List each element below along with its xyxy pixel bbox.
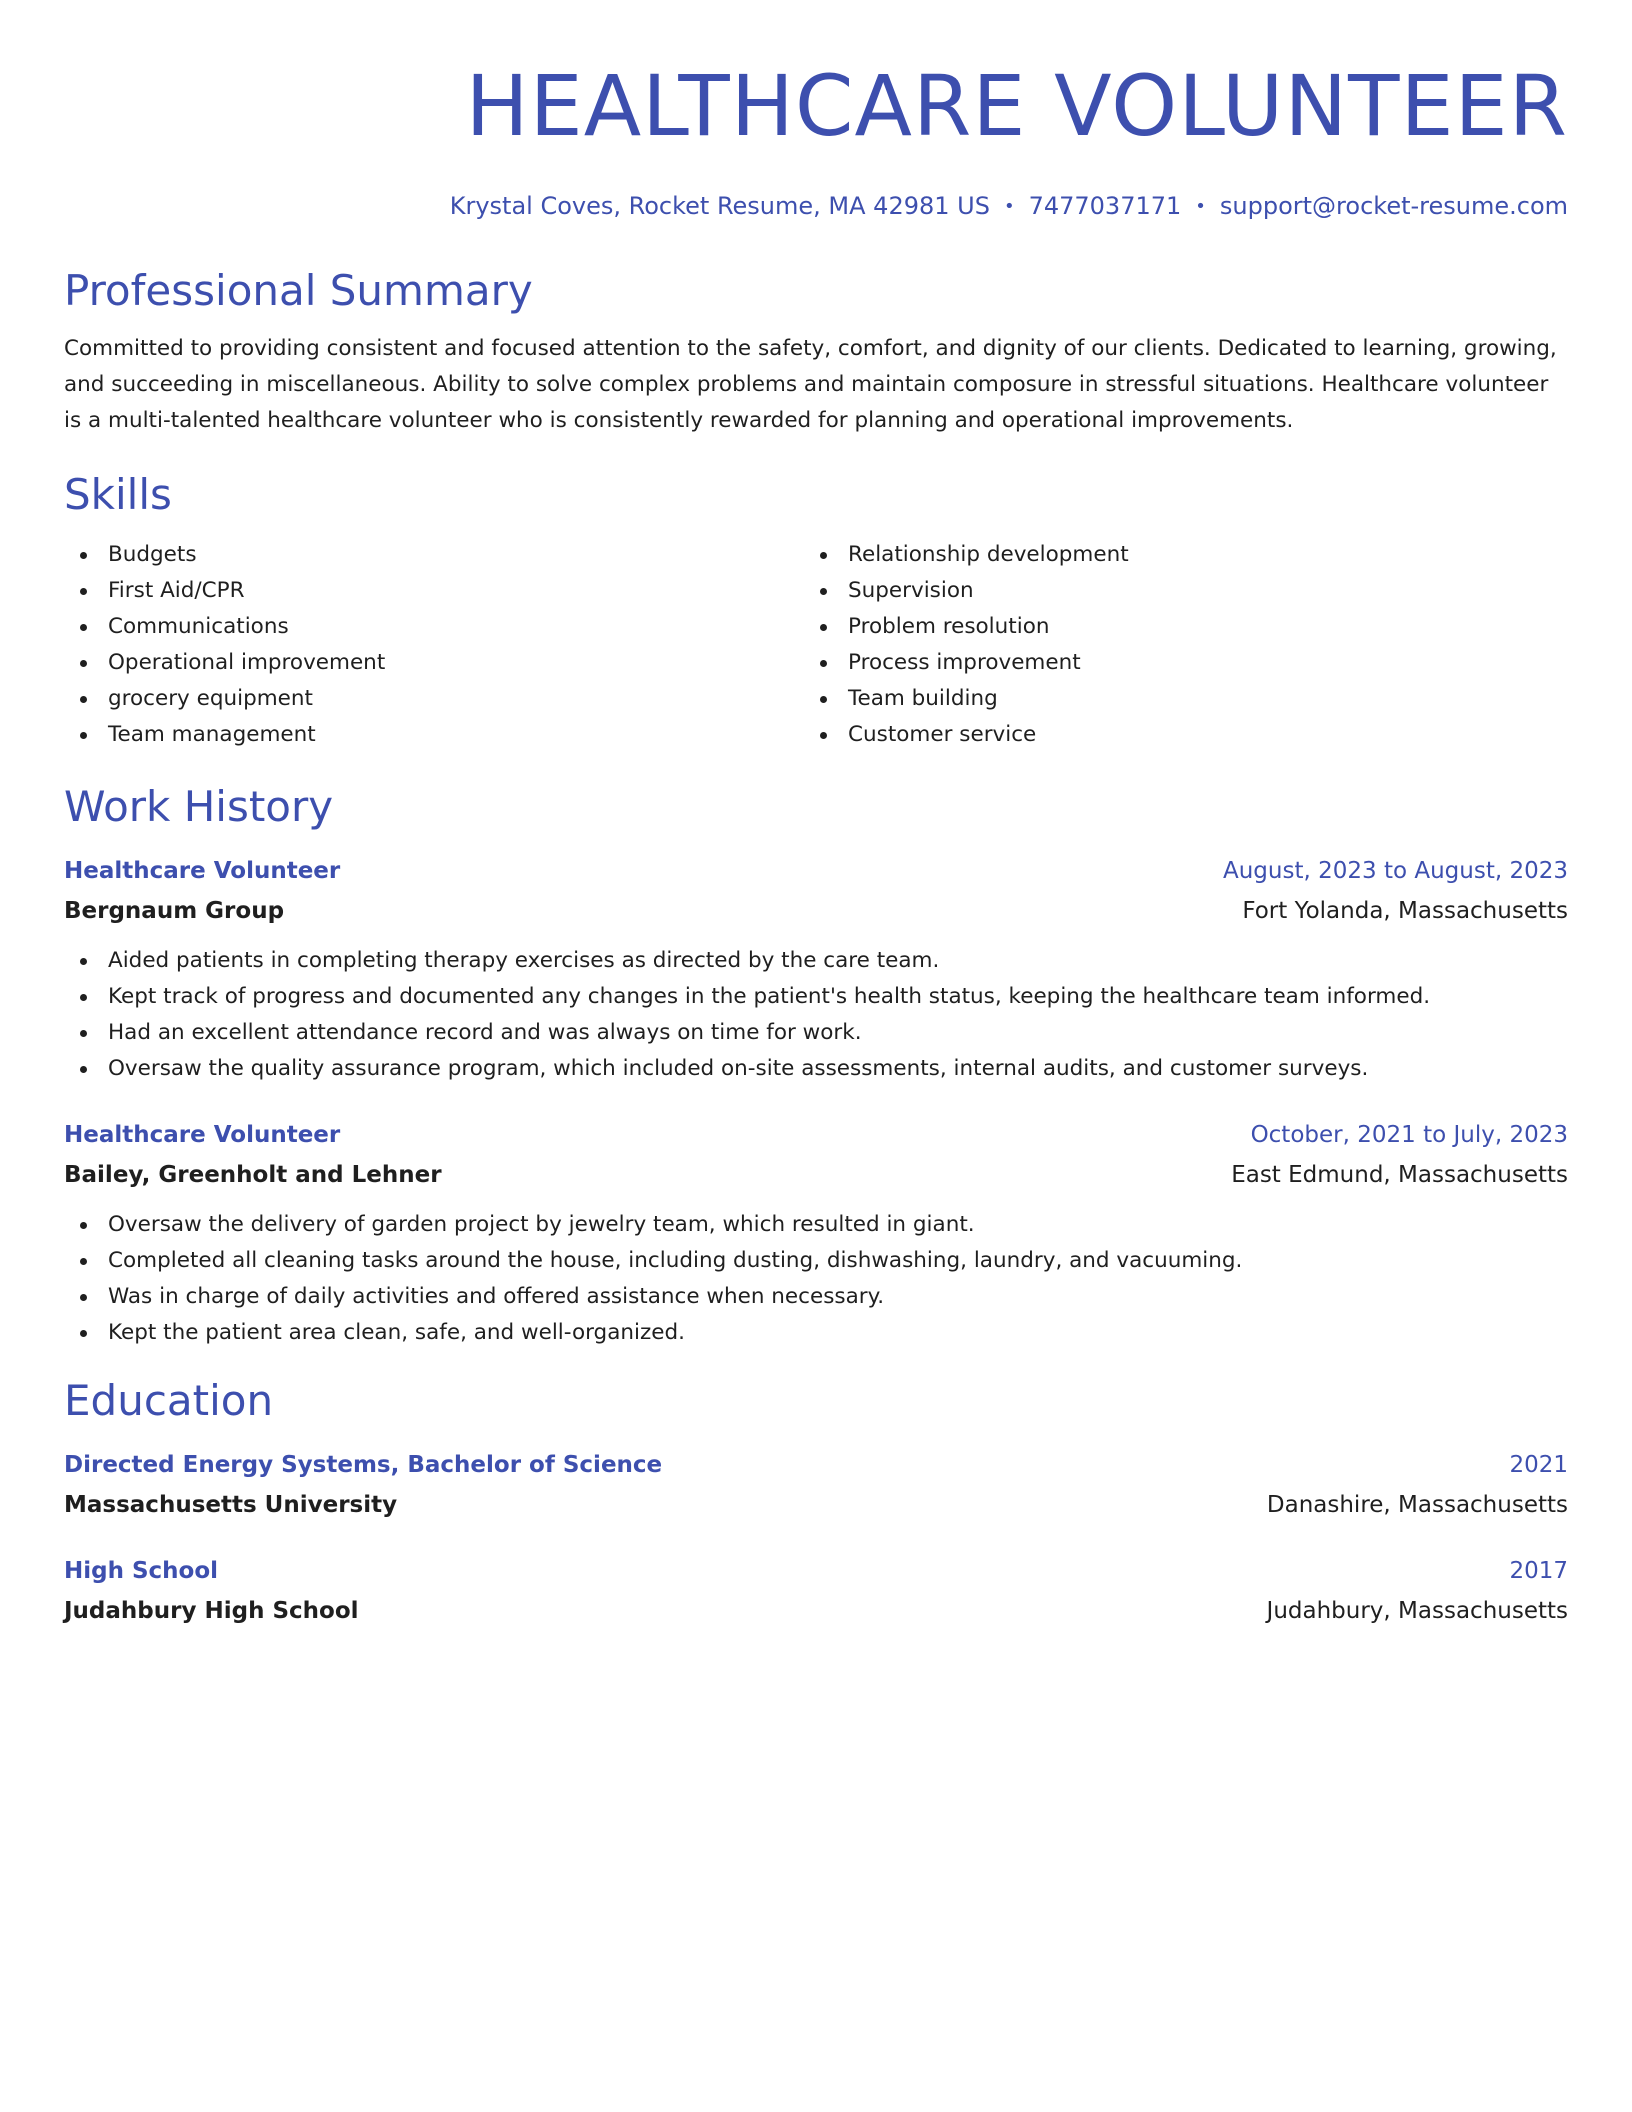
work-entry [64, 853, 1568, 1087]
skill-item: Operational improvement [64, 645, 804, 681]
education-entry-header [64, 1447, 1568, 1483]
skills-column-left [64, 537, 804, 753]
job-duty: Oversaw the delivery of garden project by jewelry team, which resulted in giant. [64, 1207, 1568, 1243]
skill-item: grocery equipment [64, 681, 804, 717]
contact-separator: • [1195, 196, 1206, 217]
skill-item: Supervision [804, 573, 1544, 609]
contact-separator: • [1003, 196, 1015, 217]
graduation-year: 2021 [1509, 1452, 1568, 1478]
graduation-year: 2017 [1509, 1558, 1568, 1584]
candidate-name: HEALTHCARE VOLUNTEER [465, 57, 1568, 155]
contact-email: support@rocket-resume.com [1219, 192, 1568, 220]
work-history-heading: Work History [64, 782, 334, 831]
school-name: Judahbury High School [64, 1598, 359, 1624]
school-location: Judahbury, Massachusetts [1266, 1598, 1568, 1624]
skill-item: Team building [804, 681, 1544, 717]
job-title: Healthcare Volunteer [64, 1122, 341, 1148]
job-duty: Was in charge of daily activities and offered assistance when necessary. [64, 1279, 1568, 1315]
education-heading: Education [64, 1376, 274, 1425]
summary-text: Committed to providing consistent and focused attention to the safety, comfort, and dignity of our clients. Dedicated to learning, growing, and succeeding in miscellaneous. Ability to solve complex problems and maintain composure in stressful situations. Healthcare volunteer is a multi-talented healthcare volunteer who is consistently rewarded for planning and operational improvements. [64, 336, 1557, 433]
job-duty: Completed all cleaning tasks around the house, including dusting, dishwashing, laundry, and vacuuming. [64, 1243, 1568, 1279]
summary-heading: Professional Summary [64, 266, 533, 315]
work-entry-subheader [64, 1157, 1568, 1193]
job-duty: Aided patients in completing therapy exercises as directed by the care team. [64, 943, 1568, 979]
employer-name: Bailey, Greenholt and Lehner [64, 1162, 442, 1188]
work-entry [64, 1117, 1568, 1351]
education-entry-subheader [64, 1593, 1568, 1629]
work-entry-header [64, 1117, 1568, 1153]
job-location: East Edmund, Massachusetts [1231, 1162, 1568, 1188]
education-entry [64, 1447, 1568, 1523]
job-dates: October, 2021 to July, 2023 [1250, 1122, 1568, 1148]
education-entry [64, 1553, 1568, 1629]
job-duty: Kept the patient area clean, safe, and well-organized. [64, 1315, 1568, 1351]
job-dates: August, 2023 to August, 2023 [1223, 858, 1568, 884]
job-duty: Had an excellent attendance record and was always on time for work. [64, 1015, 1568, 1051]
job-title: Healthcare Volunteer [64, 858, 341, 884]
contact-line [64, 190, 1568, 223]
skill-item: Customer service [804, 717, 1544, 753]
skill-item: Communications [64, 609, 804, 645]
skill-item: Budgets [64, 537, 804, 573]
job-duty: Kept track of progress and documented any changes in the patient's health status, keeping the healthcare team informed. [64, 979, 1568, 1015]
skills-heading: Skills [64, 470, 172, 519]
work-entry-header [64, 853, 1568, 889]
school-name: Massachusetts University [64, 1492, 398, 1518]
job-duty: Oversaw the quality assurance program, which included on-site assessments, internal audits, and customer surveys. [64, 1051, 1568, 1087]
skills-grid [64, 537, 1568, 753]
education-entry-header [64, 1553, 1568, 1589]
degree-name: Directed Energy Systems, Bachelor of Science [64, 1452, 663, 1478]
job-duties-list [64, 1207, 1568, 1351]
job-duties-list [64, 943, 1568, 1087]
education-entry-subheader [64, 1487, 1568, 1523]
skill-item: Problem resolution [804, 609, 1544, 645]
school-location: Danashire, Massachusetts [1266, 1492, 1568, 1518]
contact-phone: 7477037171 [1028, 192, 1182, 220]
skill-item: Process improvement [804, 645, 1544, 681]
contact-address: Krystal Coves, Rocket Resume, MA 42981 US [449, 192, 990, 220]
employer-name: Bergnaum Group [64, 898, 285, 924]
skill-item: Relationship development [804, 537, 1544, 573]
skill-item: First Aid/CPR [64, 573, 804, 609]
job-location: Fort Yolanda, Massachusetts [1242, 898, 1568, 924]
skill-item: Team management [64, 717, 804, 753]
degree-name: High School [64, 1558, 219, 1584]
skills-column-right [804, 537, 1544, 753]
work-entry-subheader [64, 893, 1568, 929]
